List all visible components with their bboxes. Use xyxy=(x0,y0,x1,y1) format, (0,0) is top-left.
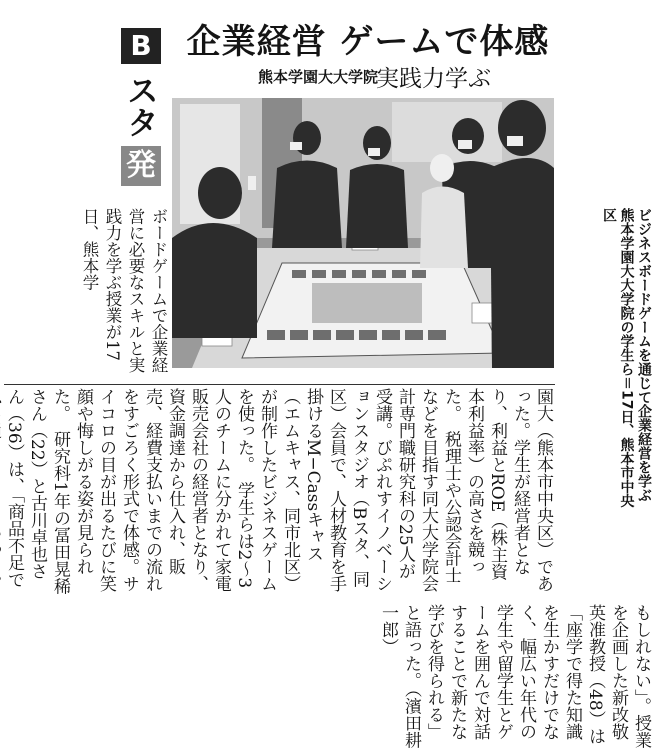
subheadline-organization: 熊本学園大大学院 xyxy=(258,68,379,86)
badge-letter: B xyxy=(121,28,161,64)
badge-char: 発 xyxy=(121,146,161,186)
news-photo xyxy=(172,98,554,368)
badge-word: スタ xyxy=(122,74,160,138)
column-badge xyxy=(116,28,166,183)
headline: 企業経営 ゲームで体感 xyxy=(186,22,550,62)
byline: （濱田耕一郎） xyxy=(378,604,421,749)
article-body: 園大（熊本市中央区）であった。学生が経営者となり、利益とROE（株主資本利益率）の高さを競った。 税理士や公認会計士などを目指す同大大学院会計専門職研究科の25人が受講。びぷれすイノベーションスタジオ（Bスタ、同区）会員で、人材教育を手掛けるM−Cassキャス（エムキャス、同市北区）が制作したビジネスゲームを使った。 学生らは2〜3人のチームに分かれて家電販売会社の経営者となり、資金調達から仕入れ、販売、経費支払いまでの流れをすごろく形式で体感。サイコロの目が出るたびに笑顔や悔しがる姿が見られた。 研究科1年の冨田晃稀さん（22）と古川卓也さん（36）は、「商品不足で xyxy=(4,388,553,595)
photo-caption: ビジネスボードゲームを通じて企業経営を学ぶ熊本学園大大学院の学生ら＝17日、熊本市中央区 xyxy=(601,208,652,508)
article-body-continued xyxy=(378,604,652,750)
lead-paragraph: ボードゲームで企業経営に必要なスキルと実践力を学ぶ授業が17日、熊本学 xyxy=(80,208,168,373)
subheadline: 実践力学ぶ xyxy=(376,66,491,92)
article-body-end: もしれない」。授業を企画した新改敬英准教授（48）は「座学で得た知識を生かすだけでなく、幅広い年代の学生や留学生とゲームを囲んで対話することで新たな学びを得られる」と語った。 xyxy=(401,604,651,749)
section-divider xyxy=(4,384,555,385)
